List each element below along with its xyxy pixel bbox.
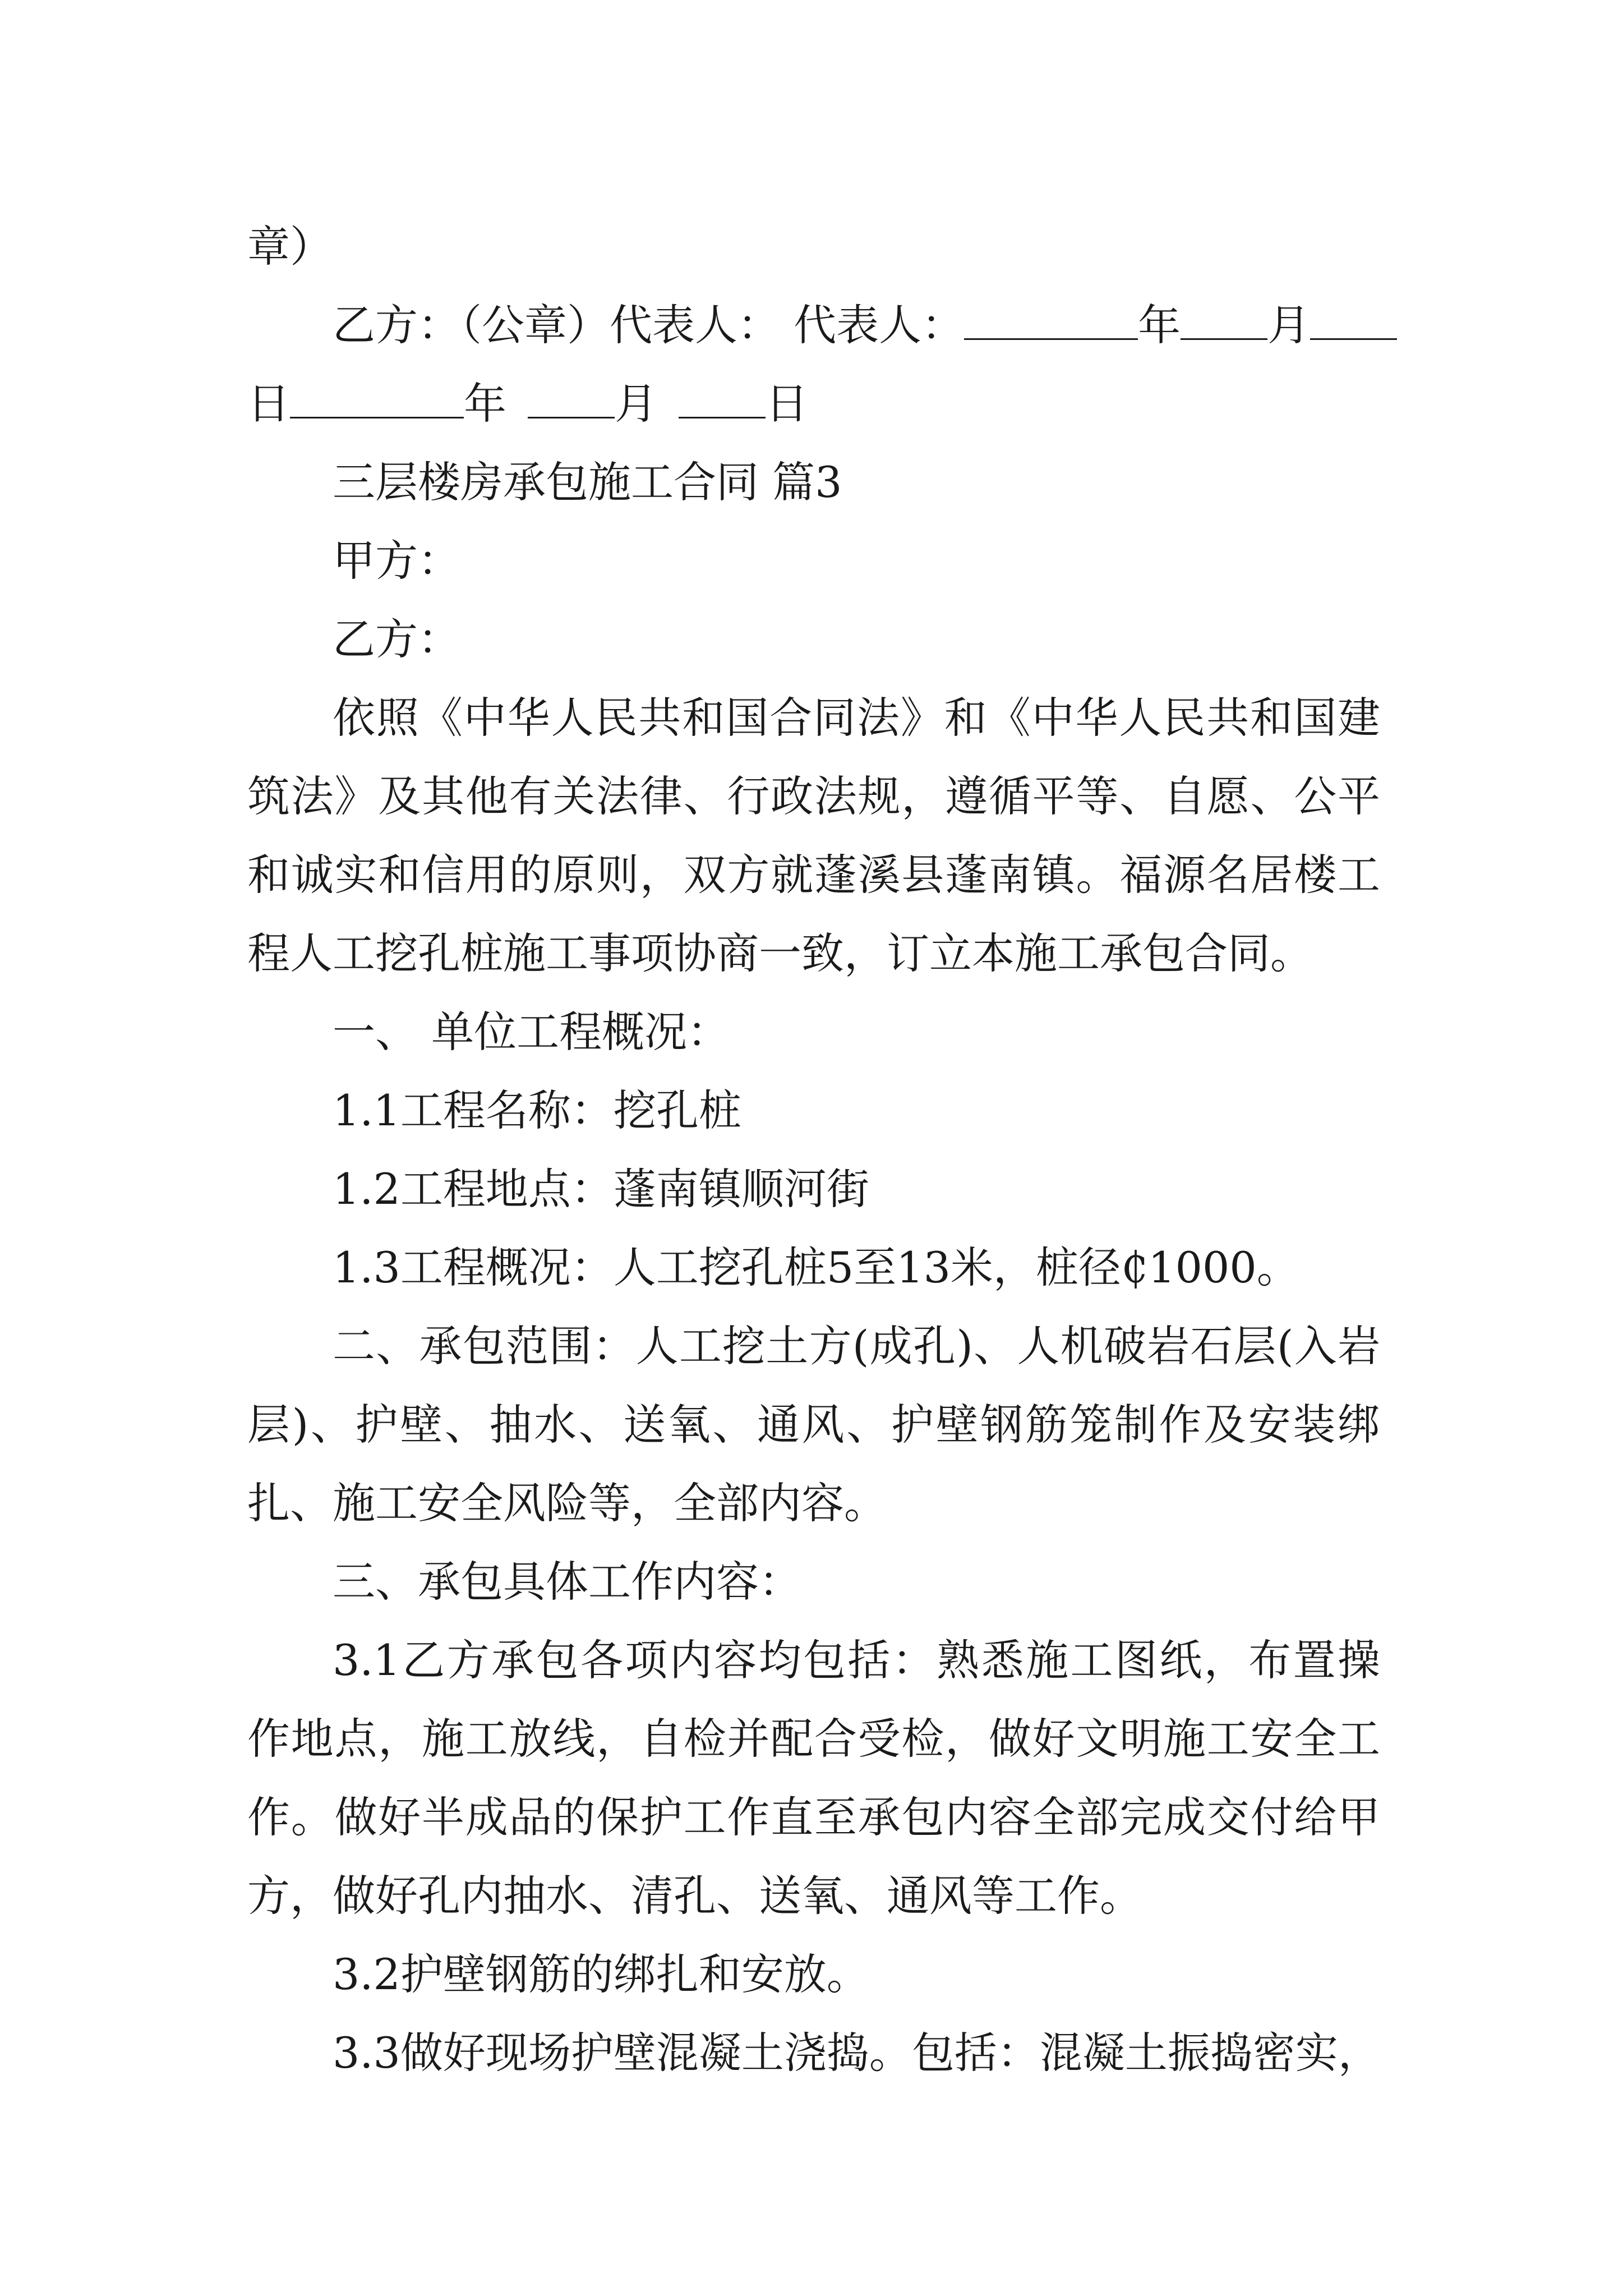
- section-2-scope: 二、承包范围：人工挖土方(成孔)、人机破岩石层(入岩层)、护壁、抽水、送氧、通风、护壁钢筋笼制作及安装绑扎、施工安全风险等，全部内容。: [247, 1321, 1380, 1528]
- item-1-2: 1.2工程地点：蓬南镇顺河街: [333, 1164, 869, 1214]
- blank-year: [964, 299, 1138, 340]
- party-b-label: 乙方：: [333, 614, 460, 664]
- year-label-2: 年: [464, 379, 506, 429]
- item-1-3: 1.3工程概况：人工挖孔桩5至13米，桩径₵1000。: [333, 1243, 1299, 1292]
- signature-label: 乙方：（公章）代表人： 代表人：: [333, 300, 965, 350]
- contract-preamble: 依照《中华人民共和国合同法》和《中华人民共和国建筑法》及其他有关法律、行政法规，遵循平等、自愿、公平和诚实和信用的原则，双方就蓬溪县蓬南镇。福源名居楼工程人工挖孔桩施工事项协商一致，订立本施工承包合同。: [247, 693, 1380, 978]
- day-label-2: 日: [766, 379, 808, 429]
- section-1-heading: 一、 单位工程概况：: [333, 1007, 730, 1057]
- blank-month: [1181, 299, 1267, 340]
- doc-line-seal-end: 章）: [247, 222, 333, 272]
- item-3-1: 3.1乙方承包各项内容均包括：熟悉施工图纸，布置操作地点，施工放线，自检并配合受检，做好文明施工安全工作。做好半成品的保护工作直至承包内容全部完成交付给甲方，做好孔内抽水、清孔、送氧、通风等工作。: [247, 1635, 1380, 1921]
- contract-title: 三层楼房承包施工合同 篇3: [333, 457, 842, 507]
- month-label: 月: [1267, 300, 1311, 350]
- blank-year-2: [290, 378, 464, 418]
- item-3-2: 3.2护壁钢筋的绑扎和安放。: [333, 1949, 869, 1999]
- section-3-heading: 三、承包具体工作内容：: [333, 1557, 801, 1607]
- day-label: 日: [247, 379, 290, 429]
- doc-line-date: [247, 365, 1380, 443]
- month-label-2: 月: [615, 379, 657, 429]
- item-1-1: 1.1工程名称：挖孔桩: [333, 1085, 741, 1135]
- item-3-3: 3.3做好现场护壁混凝土浇捣。包括：混凝土振捣密实，: [333, 2028, 1381, 2078]
- blank-day-2: [679, 378, 766, 418]
- party-a-label: 甲方：: [333, 536, 460, 586]
- document-page: [247, 208, 1380, 2092]
- blank-day: [1310, 299, 1397, 340]
- year-label: 年: [1138, 300, 1181, 350]
- doc-line-party-b-signature: [247, 286, 1380, 365]
- blank-month-2: [528, 378, 615, 418]
